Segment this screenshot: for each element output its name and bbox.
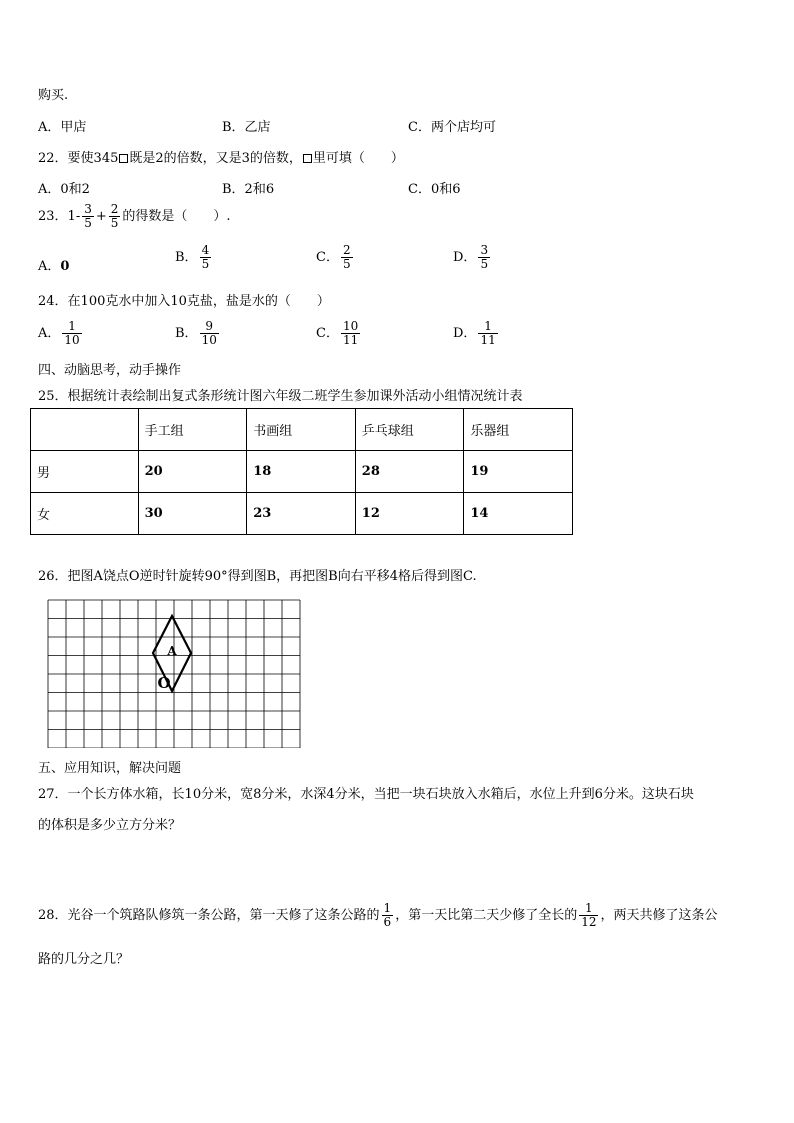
q22-option-a: A．0和2 bbox=[38, 182, 90, 197]
table-header-cell: 乒乓球组 bbox=[355, 409, 464, 451]
question-28-line-1: 28．光谷一个筑路队修筑一条公路，第一天修了这条公路的 $\frac{1}{6}$ ，第一天比第二天少修了全长的 $\frac{1}{12}$ ，两天共修了这条公 bbox=[38, 901, 718, 930]
question-26: 26．把图A饶点O逆时针旋转90°得到图B，再把图B向右平移4格后得到图C. bbox=[38, 569, 477, 584]
table-cell: 12 bbox=[355, 493, 464, 535]
section-5-heading: 五、应用知识，解决问题 bbox=[38, 761, 182, 776]
table-cell: 20 bbox=[138, 451, 247, 493]
q23-option-d: D． $\frac{3}{5}$ bbox=[453, 243, 489, 272]
q24-option-d: D． $\frac{1}{11}$ bbox=[453, 319, 496, 348]
blank-box-icon bbox=[303, 154, 312, 163]
table-header-cell: 乐器组 bbox=[464, 409, 573, 451]
table-header-cell: 手工组 bbox=[138, 409, 247, 451]
top-text: 购买. bbox=[38, 88, 69, 103]
table-row bbox=[31, 493, 573, 535]
q23-fraction-2: $\frac{2}{5}$ bbox=[110, 202, 119, 231]
q23-prefix: 23．1- bbox=[38, 209, 81, 225]
table-header-cell: 书画组 bbox=[247, 409, 356, 451]
q23-suffix: 的得数是（ ）. bbox=[122, 209, 231, 225]
section-4-heading: 四、动脑思考，动手操作 bbox=[38, 363, 182, 378]
question-22 bbox=[38, 147, 404, 166]
q23-option-a: A．0 bbox=[38, 259, 70, 274]
question-25: 25．根据统计表绘制出复式条形统计图六年级二班学生参加课外活动小组情况统计表 bbox=[38, 389, 523, 404]
question-23 bbox=[38, 203, 231, 230]
table-header-row bbox=[31, 409, 573, 451]
q21-option-c: C．两个店均可 bbox=[408, 120, 496, 135]
question-24: 24．在100克水中加入10克盐，盐是水的（ ） bbox=[38, 294, 330, 309]
table-cell: 19 bbox=[464, 451, 573, 493]
q22-option-c: C．0和6 bbox=[408, 182, 461, 197]
q24-option-a: A． $\frac{1}{10}$ bbox=[38, 319, 80, 348]
question-28-line-2: 路的几分之几？ bbox=[38, 952, 130, 967]
q22-prefix: 22．要使345 bbox=[38, 151, 119, 166]
table-cell: 30 bbox=[138, 493, 247, 535]
q22-middle: 既是2的倍数，又是3的倍数， bbox=[129, 151, 302, 166]
blank-box-icon bbox=[119, 154, 128, 163]
q23-option-c: C． $\frac{2}{5}$ bbox=[316, 243, 351, 272]
point-o-label: O bbox=[157, 674, 171, 692]
table-cell: 18 bbox=[247, 451, 356, 493]
table-row bbox=[31, 451, 573, 493]
shape-a-label: A bbox=[167, 644, 177, 658]
table-cell: 女 bbox=[31, 493, 139, 535]
q28-fraction-1: $\frac{1}{6}$ bbox=[383, 901, 392, 930]
table-cell: 14 bbox=[464, 493, 573, 535]
q22-suffix: 里可填（ ） bbox=[312, 151, 404, 166]
q24-option-c: C． $\frac{10}{11}$ bbox=[316, 319, 359, 348]
q23-plus: + bbox=[95, 209, 107, 225]
q21-option-a: A．甲店 bbox=[38, 120, 87, 135]
q28-fraction-2: $\frac{1}{12}$ bbox=[581, 901, 597, 930]
table-header-cell bbox=[31, 409, 139, 451]
table-cell: 23 bbox=[247, 493, 356, 535]
table-cell: 男 bbox=[31, 451, 139, 493]
q24-option-b: B． $\frac{9}{10}$ bbox=[175, 319, 217, 348]
table-cell: 28 bbox=[355, 451, 464, 493]
question-27-line-2: 的体积是多少立方分米？ bbox=[38, 818, 182, 833]
question-27-line-1: 27．一个长方体水箱，长10分米，宽8分米，水深4分米，当把一块石块放入水箱后，水位上升到6分米。这块石块 bbox=[38, 787, 694, 802]
statistics-table bbox=[30, 408, 573, 535]
q21-option-b: B．乙店 bbox=[222, 120, 271, 135]
grid-figure bbox=[46, 598, 302, 748]
q23-option-b: B． $\frac{4}{5}$ bbox=[175, 243, 210, 272]
q23-fraction-1: $\frac{3}{5}$ bbox=[84, 202, 92, 231]
q22-option-b: B．2和6 bbox=[222, 182, 275, 197]
